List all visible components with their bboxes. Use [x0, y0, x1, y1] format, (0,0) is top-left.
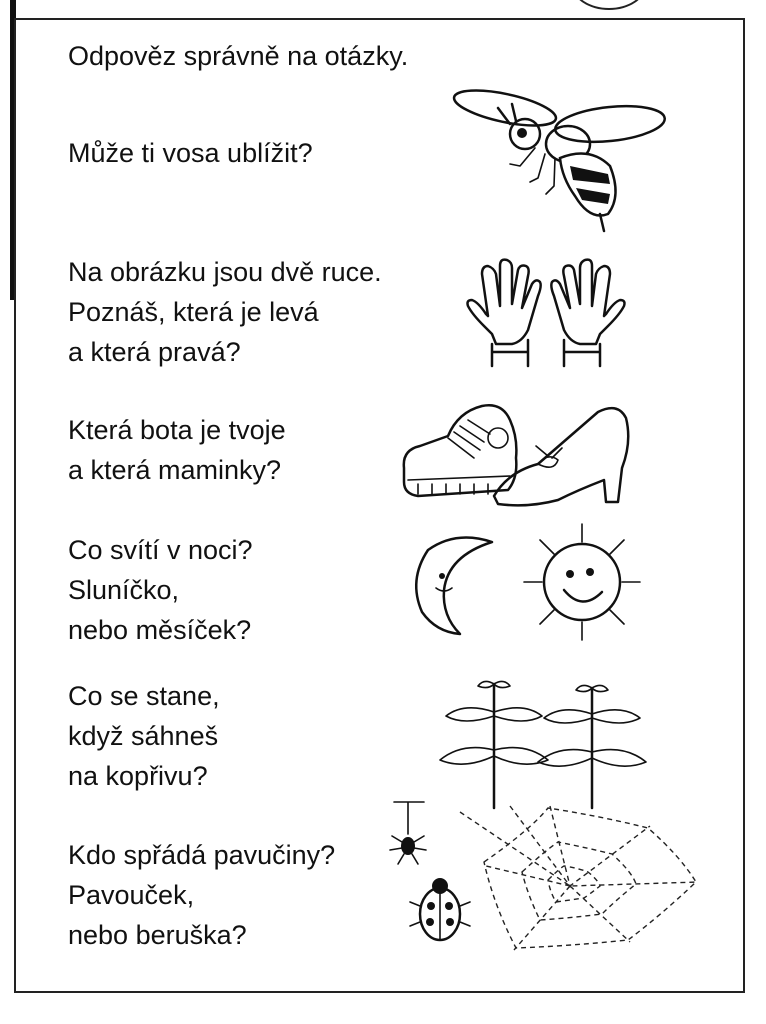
child-shoe-icon — [404, 405, 517, 496]
question-shoes — [68, 410, 286, 490]
left-hand-icon — [468, 260, 541, 366]
question-line: Která bota je tvoje — [68, 415, 286, 445]
question-line: Co se stane, — [68, 681, 220, 711]
hands-icon — [462, 256, 632, 376]
wasp-icon — [450, 86, 670, 236]
question-line: Na obrázku jsou dvě ruce. — [68, 257, 382, 287]
question-line: a která maminky? — [68, 455, 282, 485]
moon-icon — [416, 538, 492, 635]
nettle-plant-icon — [538, 685, 646, 808]
question-line: Co svítí v noci? — [68, 535, 253, 565]
ladybug-icon — [410, 878, 470, 940]
page-corner-arc — [572, 0, 646, 10]
shoes-icon — [398, 398, 638, 513]
question-line: Sluníčko, — [68, 575, 180, 605]
spider-icon — [390, 802, 426, 864]
question-line: a která pravá? — [68, 337, 241, 367]
question-line: Poznáš, která je levá — [68, 297, 319, 327]
spider-web-icon — [460, 806, 698, 950]
question-hands — [68, 252, 382, 372]
question-line: když sáhneš — [68, 721, 219, 751]
question-line: nebo měsíček? — [68, 615, 252, 645]
question-nettle — [68, 676, 220, 796]
question-wasp — [68, 133, 313, 173]
question-spider — [68, 835, 335, 955]
worksheet-title: Odpověz správně na otázky. — [68, 41, 409, 71]
question-line: Kdo spřádá pavučiny? — [68, 840, 336, 870]
nettle-icon — [434, 672, 654, 812]
question-line: Pavouček, — [68, 880, 195, 910]
nettle-plant-icon — [440, 681, 548, 808]
question-line: Může ti vosa ublížit? — [68, 138, 313, 168]
question-line: na kopřivu? — [68, 761, 208, 791]
question-moon-sun — [68, 530, 253, 650]
moon-and-sun-icon — [408, 520, 668, 655]
right-hand-icon — [551, 260, 624, 366]
mother-shoe-icon — [494, 408, 628, 505]
question-line: nebo beruška? — [68, 920, 247, 950]
spider-ladybug-web-icon — [390, 798, 710, 958]
sun-icon — [524, 524, 640, 640]
